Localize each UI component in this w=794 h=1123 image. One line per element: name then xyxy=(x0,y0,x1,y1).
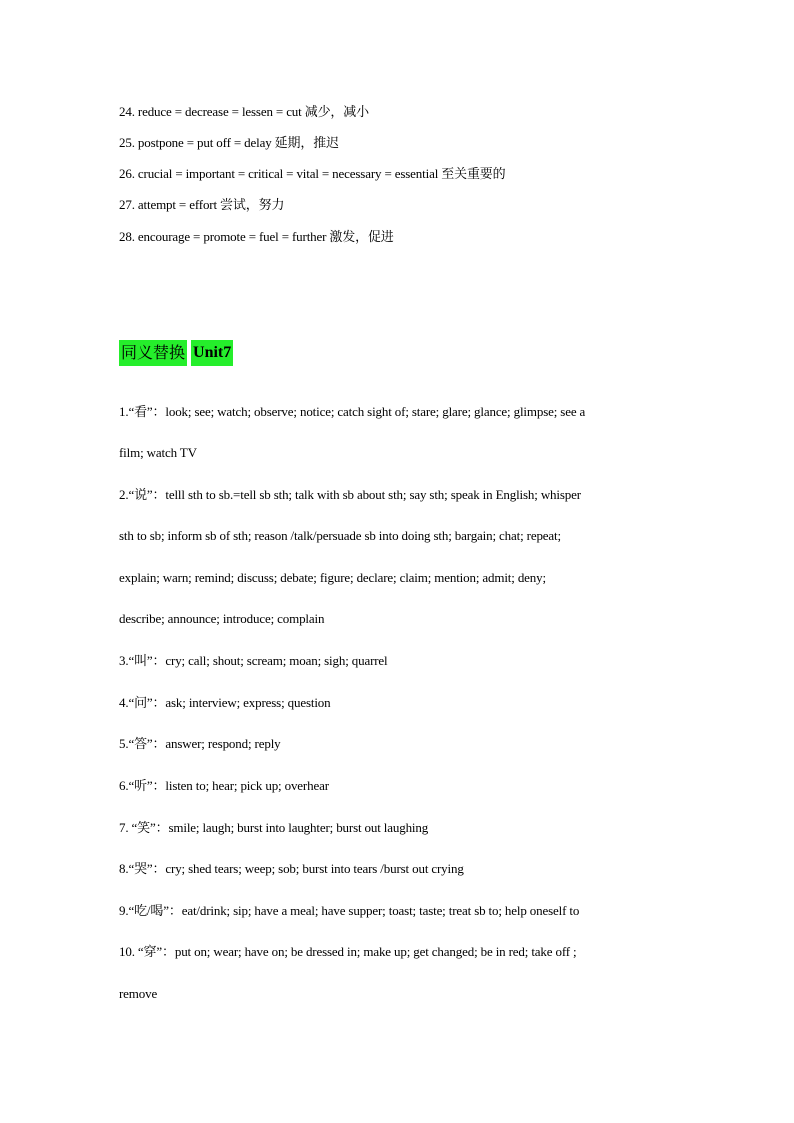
synonym-line: 1.“看”：look; see; watch; observe; notice; catch sight of; stare; glare; glance; glimpse; see a xyxy=(119,404,586,419)
synonym-line: 7. “笑”：smile; laugh; burst into laughter; burst out laughing xyxy=(119,820,429,835)
vocab-item-28: 28. encourage = promote = fuel = further 激发，促进 xyxy=(119,229,394,244)
section-title-en: Unit7 xyxy=(191,340,233,366)
synonym-line: 2.“说”：telll sth to sb.=tell sb sth; talk with sb about sth; say sth; speak in English; whisper xyxy=(119,487,581,502)
synonym-line: 4.“问”：ask; interview; express; question xyxy=(119,695,331,710)
vocab-item-27: 27. attempt = effort 尝试，努力 xyxy=(119,197,285,212)
synonym-line: sth to sb; inform sb of sth; reason /talk/persuade sb into doing sth; bargain; chat; repeat; xyxy=(119,528,561,543)
synonym-line: 8.“哭”：cry; shed tears; weep; sob; burst into tears /burst out crying xyxy=(119,861,464,876)
synonym-line: describe; announce; introduce; complain xyxy=(119,611,325,626)
synonym-line: 9.“吃/喝”：eat/drink; sip; have a meal; have supper; toast; taste; treat sb to; help oneself to xyxy=(119,903,580,918)
section-title-cn: 同义替换 xyxy=(119,340,187,366)
synonym-line: 10. “穿”：put on; wear; have on; be dressed in; make up; get changed; be in red; take off ; xyxy=(119,944,577,959)
synonym-line: film; watch TV xyxy=(119,445,197,460)
section-heading xyxy=(119,340,233,366)
vocab-item-25: 25. postpone = put off = delay 延期，推迟 xyxy=(119,135,339,150)
synonym-line: 3.“叫”：cry; call; shout; scream; moan; sigh; quarrel xyxy=(119,653,388,668)
synonym-line: explain; warn; remind; discuss; debate; figure; declare; claim; mention; admit; deny; xyxy=(119,570,546,585)
synonym-line: 6.“听”：listen to; hear; pick up; overhear xyxy=(119,778,329,793)
synonym-line: 5.“答”：answer; respond; reply xyxy=(119,736,281,751)
vocab-item-24: 24. reduce = decrease = lessen = cut 减少，减小 xyxy=(119,104,369,119)
vocab-item-26: 26. crucial = important = critical = vital = necessary = essential 至关重要的 xyxy=(119,166,506,181)
synonym-line: remove xyxy=(119,986,158,1001)
